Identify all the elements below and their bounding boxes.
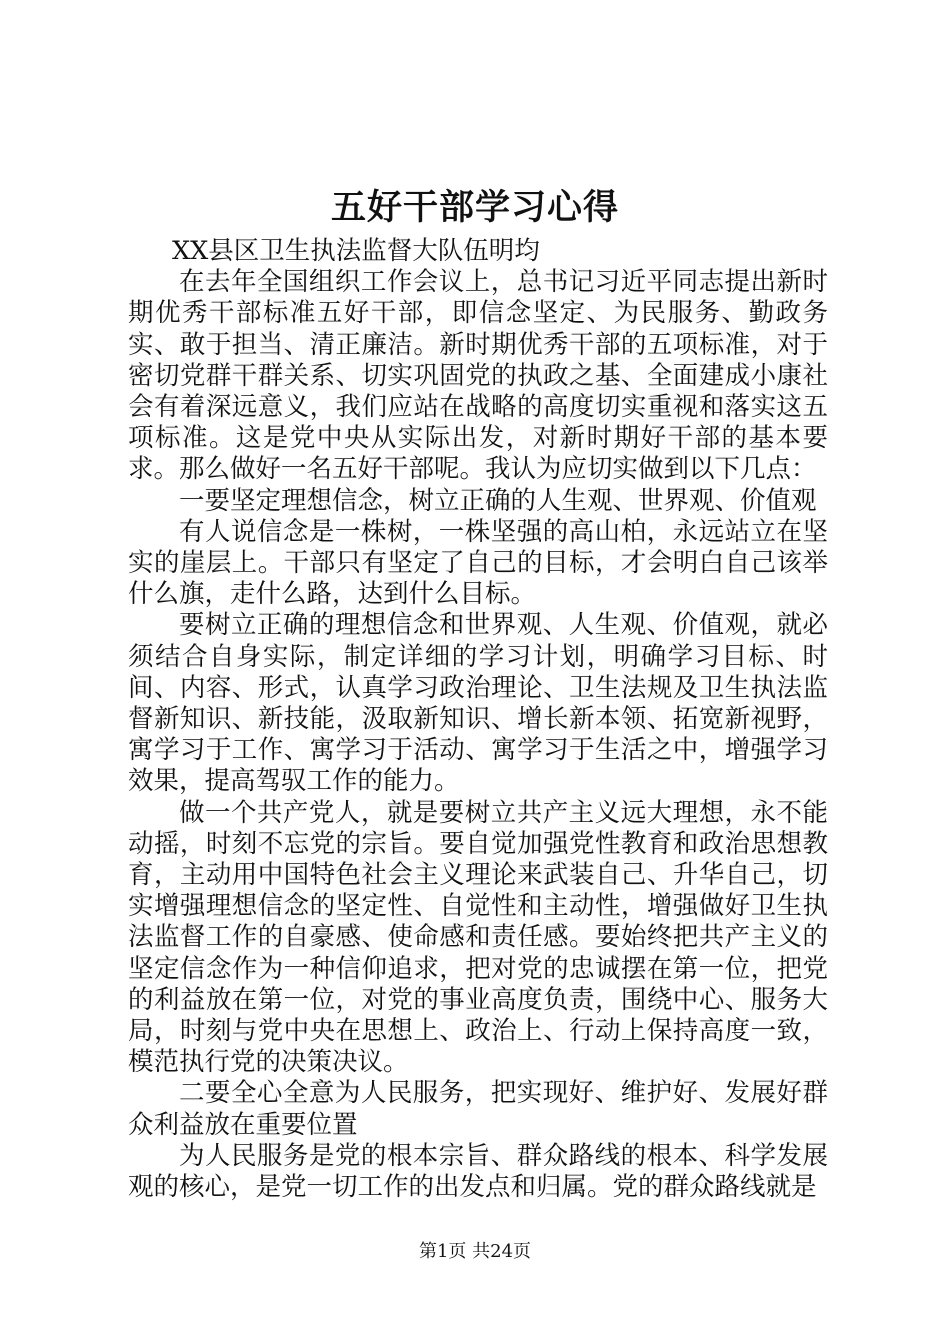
paragraph: 有人说信念是一株树，一株坚强的高山柏，永远站立在坚实的崖层上。干部只有坚定了自己的目标，才会明白自己该举什么旗，走什么路，达到什么目标。: [128, 516, 828, 610]
page-title: 五好干部学习心得: [330, 187, 619, 228]
paragraph-intro: 在去年全国组织工作会议上，总书记习近平同志提出新时期优秀干部标准五好干部，即信念坚定、为民服务、勤政务实、敢于担当、清正廉洁。新时期优秀干部的五项标准，对于密切党群干群关系、切实巩固党的执政之基、全面建成小康社会有着深远意义，我们应站在战略的高度切实重视和落实这五项标准。这是党中央从实际出发，对新时期好干部的基本要求。那么做好一名五好干部呢。我认为应切实做到以下几点：: [128, 267, 828, 485]
paragraph: 做一个共产党人，就是要树立共产主义远大理想，永不能动摇，时刻不忘党的宗旨。要自觉加强党性教育和政治思想教育，主动用中国特色社会主义理论来武装自己、升华自己，切实增强理想信念的坚定性、自觉性和主动性，增强做好卫生执法监督工作的自豪感、使命感和责任感。要始终把共产主义的坚定信念作为一种信仰追求，把对党的忠诚摆在第一位，把党的利益放在第一位，对党的事业高度负责，围绕中心、服务大局，时刻与党中央在思想上、政治上、行动上保持高度一致，模范执行党的决策决议。: [128, 797, 828, 1078]
section-heading-1: 一要坚定理想信念，树立正确的人生观、世界观、价值观: [179, 485, 817, 516]
author-line: XX县区卫生执法监督大队伍明均: [172, 236, 540, 266]
document-body: [128, 236, 828, 1203]
paragraph: 为人民服务是党的根本宗旨、群众路线的根本、科学发展观的核心，是党一切工作的出发点和归属。党的群众路线就是: [128, 1140, 828, 1203]
section-heading-2: 二要全心全意为人民服务，把实现好、维护好、发展好群众利益放在重要位置: [128, 1078, 828, 1140]
page-footer: 第1页 共24页: [418, 1241, 532, 1262]
paragraph: 要树立正确的理想信念和世界观、人生观、价值观，就必须结合自身实际，制定详细的学习计划，明确学习目标、时间、内容、形式，认真学习政治理论、卫生法规及卫生执法监督新知识、新技能，汲取新知识、增长新本领、拓宽新视野，寓学习于工作、寓学习于活动、寓学习于生活之中，增强学习效果，提高驾驭工作的能力。: [128, 610, 828, 797]
